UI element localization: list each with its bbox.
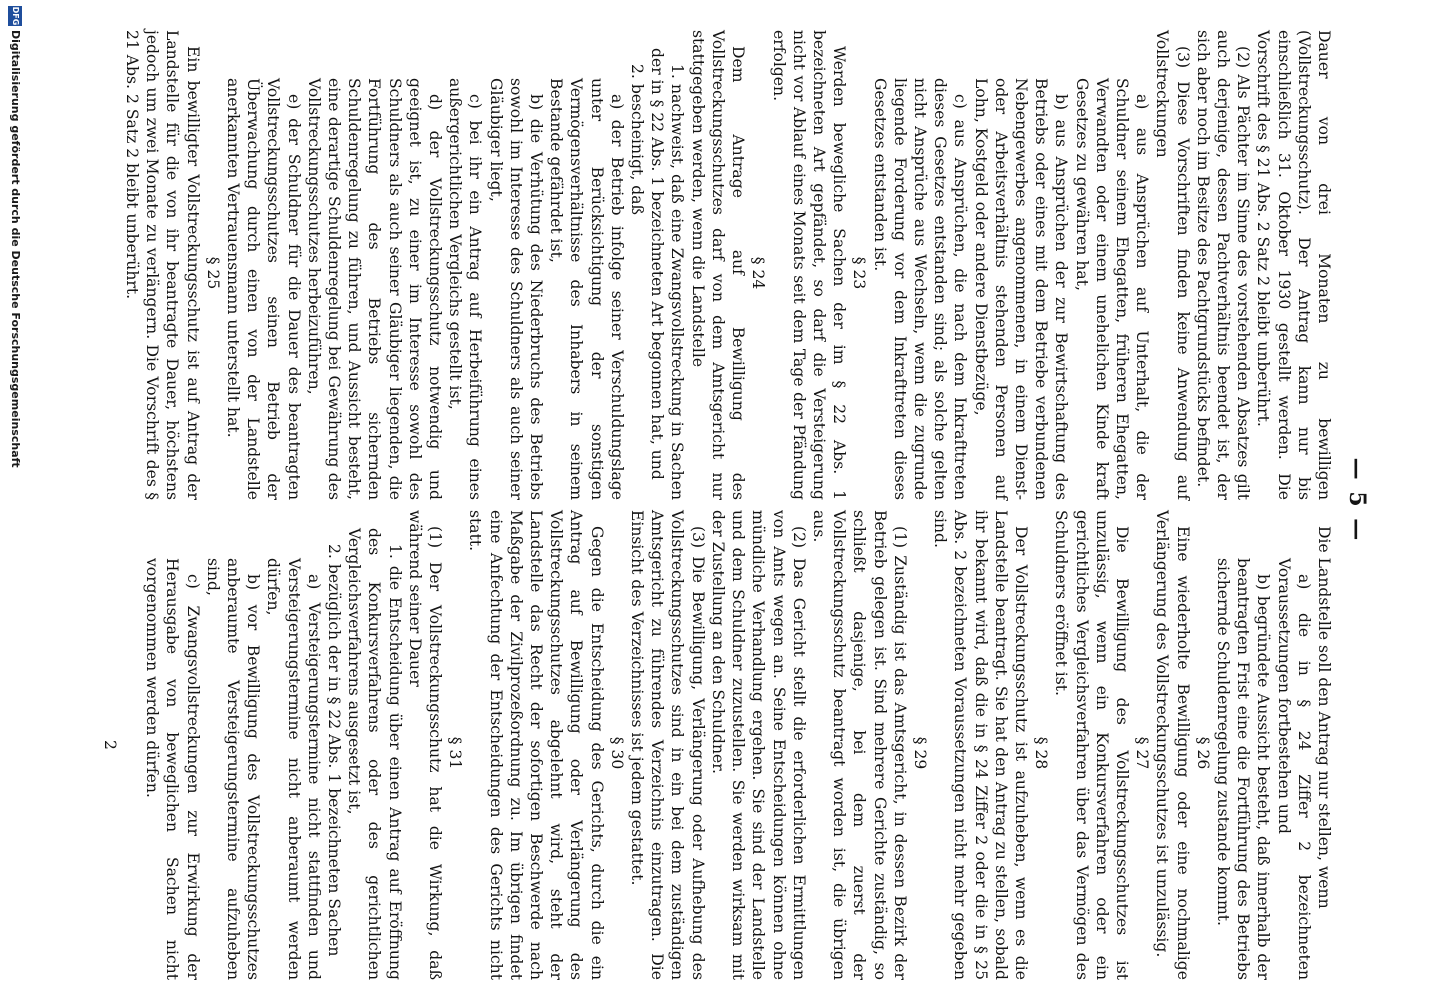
section-31-item-2b: b) vor Bewilligung des Vollstreckungsschutzes anberaumte Versteigerungstermine aufzuheben sind, bbox=[203, 558, 263, 980]
section-31-title: § 31 bbox=[446, 736, 465, 770]
section-31-item-2c: c) Zwangsvollstreckungen zur Erwirkung der Herausgabe von beweglichen Sachen nicht vorgenommen werden dürfen. bbox=[143, 558, 202, 980]
section-29-para-3: (3) Die Bewilligung, Verlängerung oder Aufhebung des Vollstreckungsschutzes sind in ein bei dem zuständigen Amtsgericht zu führendes Verzeichnis einzutragen. Die Einsicht des Verzeichnisses ist jedem gestattet. bbox=[628, 510, 707, 980]
section-24-item-2b: b) die Verhütung des Niederbruchs des Betriebs sowohl im Interesse des Schuldners als auch seiner Gläubiger liegt, bbox=[486, 78, 546, 500]
section-31-item-1: 1. die Entscheidung über einen Antrag auf Eröffnung des Konkursverfahrens oder des gerichtlichen Vergleichsverfahrens ausgesetzt ist, bbox=[345, 528, 404, 980]
section-30-text: Gegen die Entscheidung des Gerichts, durch die ein Antrag auf Bewilligung oder Verlängerung des Vollstreckungsschutzes abgelehnt wird, steht der Landstelle das Recht der sofortigen Beschwerde nach Maßgabe der Zivilprozeßordnung zu. Im übrigen findet eine Anfechtung der Entscheidungen des Gerichts nicht statt. bbox=[466, 510, 606, 980]
section-24-item-2d: d) der Vollstreckungsschutz notwendig und geeignet ist, zu einer im Interesse sowohl des Schuldners als auch seiner Gläubiger liegenden, die Fortführung des Betriebs sichernden Schuldenregelung zu führen, und Aussicht besteht, eine derartige Schuldenregelung bei Gewährung des Vollstreckungsschutzes herbeizuführen, bbox=[304, 78, 445, 500]
section-24-item-2e: e) der Schuldner für die Dauer des beantragten Vollstreckungsschutzes seinen Betrieb der Überwachung durch einen von der Landstelle anerkannten Vertrauensmann unterstellt hat. bbox=[224, 78, 303, 500]
right-intro: Die Landstelle soll den Antrag nur stellen, wenn bbox=[1315, 526, 1333, 909]
section-24-item-2c: c) bei ihr ein Antrag auf Herbeiführung eines außergerichtlichen Vergleichs gestellt ist, bbox=[446, 78, 485, 500]
section-29-title: § 29 bbox=[910, 736, 929, 770]
section-31-para-1: (1) Der Vollstreckungsschutz hat die Wirkung, daß während seiner Dauer bbox=[405, 510, 445, 980]
para-3a: a) aus Ansprüchen auf Unterhalt, die der Schuldner seinem Ehegatten, früheren Ehegatten, Verwandten oder einem unehelichen Kinde kraft Gesetzes zu gewähren hat, bbox=[1072, 78, 1152, 500]
section-26-title: § 26 bbox=[1193, 736, 1212, 770]
section-23-text: Werden bewegliche Sachen der im § 22 Abs. 1 bezeichneten Art gepfändet, so darf die Versteigerung nicht vor Ablauf eines Monats seit dem Tage der Pfändung erfolgen. bbox=[769, 30, 849, 500]
para-2: (2) Als Pächter im Sinne des vorstehenden Absatzes gilt auch derjenige, dessen Pachtverhältnis beendet ist, der sich aber noch im Besitze des Pachtgrundstücks befindet. bbox=[1193, 30, 1253, 500]
section-31-item-2a: a) Versteigerungstermine nicht stattfinden und Versteigerungstermine nicht anberaumt werden dürfen, bbox=[264, 558, 323, 980]
section-24-title: § 24 bbox=[749, 256, 768, 290]
digitization-footer bbox=[0, 0, 22, 1000]
section-23-title: § 23 bbox=[850, 256, 869, 290]
page-number: — 5 — bbox=[1344, 457, 1370, 543]
section-31-item-2: 2. bezüglich der in § 22 Abs. 1 bezeichneten Sachen bbox=[325, 544, 344, 957]
section-28-text: Der Vollstreckungsschutz ist aufzuheben, wenn es die Landstelle beantragt. Sie hat den Antrag zu stellen, sobald ihr bekannt wird, daß die in § 24 Ziffer 2 oder die in § 25 Abs. 2 bezeichneten Voraussetzungen nicht mehr gegeben sind. bbox=[931, 510, 1030, 980]
section-27-title: § 27 bbox=[1133, 736, 1152, 770]
left-intro: Dauer von drei Monaten zu bewilligen (Vollstreckungsschutz). Der Antrag kann nur bis einschließlich 31. Oktober 1930 gestellt werden. Die Vorschrift des § 21 Abs. 2 Satz 2 bleibt unberührt. bbox=[1254, 30, 1333, 500]
section-24-item-2: 2. bescheinigt, daß bbox=[628, 64, 647, 215]
section-30-title: § 30 bbox=[607, 736, 626, 770]
para-3b: b) aus Ansprüchen der zur Bewirtschaftung des Betriebs oder eines mit dem Betriebe verbundenen Nebengewerbes angenommenen, in einem Dienst- oder Arbeitsverhältnis stehenden Personen auf Lohn, Kostgeld oder andere Dienstbezüge, bbox=[971, 78, 1071, 500]
section-25-title: § 25 bbox=[203, 256, 222, 290]
section-29-para-2: (2) Das Gericht stellt die erforderlichen Ermittlungen von Amts wegen an. Seine Entscheidungen können ohne mündliche Verhandlung ergehen. Sie sind der Landstelle und dem Schuldner zuzustellen. Sie werden wirksam mit der Zustellung an den Schuldner. bbox=[708, 510, 808, 980]
para-3: (3) Diese Vorschriften finden keine Anwendung auf Vollstreckungen bbox=[1153, 30, 1192, 500]
digitization-credit: Digitalisierung gefördert durch die Deutsche Forschungsgemeinschaft bbox=[9, 30, 22, 468]
dfg-logo-icon: DFG bbox=[8, 6, 22, 26]
section-24-item-1: 1. nachweist, daß eine Zwangsvollstreckung in Sachen der in § 22 Abs. 1 bezeichneten Art begonnen hat, und bbox=[648, 48, 687, 500]
para-3c: c) aus Ansprüchen, die nach dem Inkrafttreten dieses Gesetzes entstanden sind; als solche gelten nicht Ansprüche aus Wechseln, wenn die zugrunde liegende Forderung vor dem Inkrafttreten dieses Gesetzes entstanden ist. bbox=[870, 78, 970, 500]
left-column bbox=[122, 30, 1334, 500]
section-24-intro: Dem Antrage auf Bewilligung des Vollstreckungsschutzes darf von dem Amtsgericht nur stattgegeben werden, wenn die Landstelle bbox=[688, 30, 748, 500]
right-intro-b: b) begründete Aussicht besteht, daß innerhalb der beantragten Frist eine die Fortführung des Betriebs sichernde Schuldenregelung zustande kommt. bbox=[1213, 558, 1273, 980]
section-27-text: Die Bewilligung des Vollstreckungsschutzes ist unzulässig, wenn ein Konkursverfahren oder ein gerichtliches Vergleichsverfahren über das Vermögen des Schuldners eröffnet ist. bbox=[1052, 510, 1131, 980]
right-column bbox=[100, 510, 1334, 980]
sheet-signature: 2 bbox=[101, 740, 120, 750]
section-29-para-1: (1) Zuständig ist das Amtsgericht, in dessen Bezirk der Betrieb gelegen ist. Sind mehrere Gerichte zuständig, so schließt dasjenige, bei dem zuerst der Vollstreckungsschutz beantragt worden ist, die übrigen aus. bbox=[809, 510, 909, 980]
section-28-title: § 28 bbox=[1032, 736, 1051, 770]
section-25-text: Ein bewilligter Vollstreckungsschutz ist auf Antrag der Landstelle für die von ihr beantragte Dauer, höchstens jedoch um zwei Monate zu verlängern. Die Vorschrift des § 21 Abs. 2 Satz 2 bleibt unberührt. bbox=[123, 30, 202, 500]
section-26-text: Eine wiederholte Bewilligung oder eine nochmalige Verlängerung des Vollstreckungsschutzes ist unzulässig. bbox=[1153, 510, 1192, 980]
right-intro-a: a) die in § 24 Ziffer 2 bezeichneten Voraussetzungen fortbestehen und bbox=[1274, 558, 1313, 980]
section-24-item-2a: a) der Betrieb infolge seiner Verschuldungslage unter Berücksichtigung der sonstigen Vermögensverhältnisse des Inhabers in seinem Bestande gefährdet ist, bbox=[547, 78, 626, 500]
